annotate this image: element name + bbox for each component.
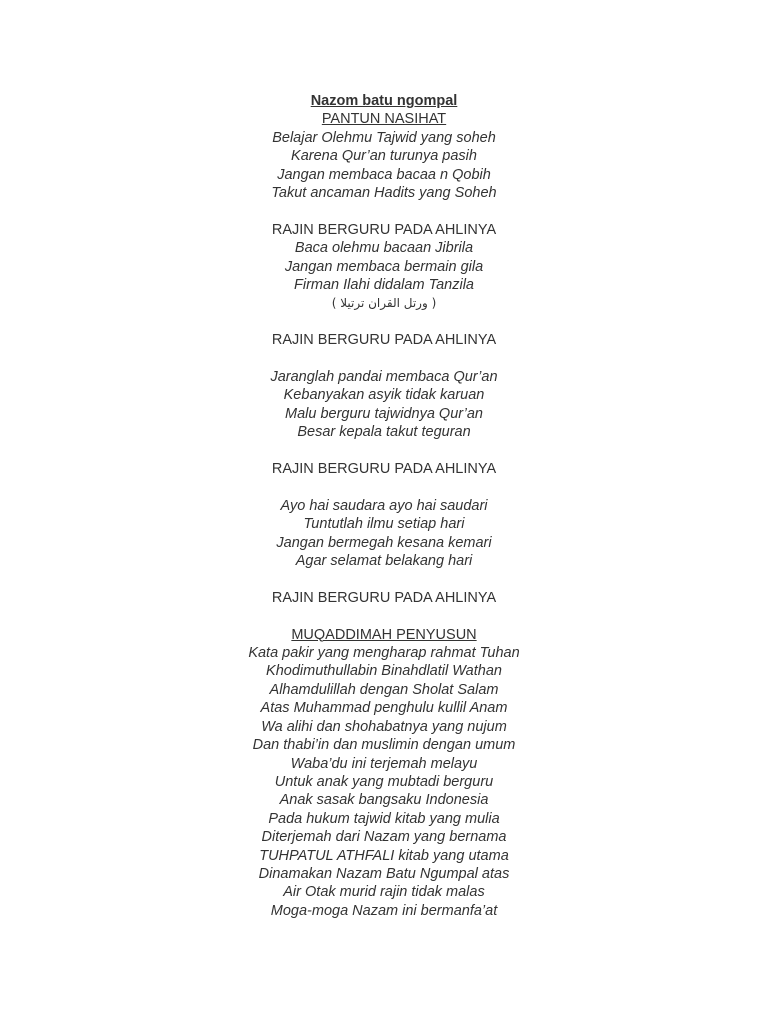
- section-heading-muqaddimah: MUQADDIMAH PENYUSUN: [291, 626, 477, 643]
- verse-line: Kebanyakan asyik tidak karuan: [283, 387, 485, 404]
- verse-line: Jaranglah pandai membaca Qur’an: [270, 369, 498, 386]
- stanza-gap: [0, 202, 768, 220]
- verse-line: Air Otak murid rajin tidak malas: [283, 884, 485, 901]
- verse-line: Baca olehmu bacaan Jibrila: [294, 240, 474, 257]
- verse-line: Anak sasak bangsaku Indonesia: [279, 792, 489, 809]
- verse-line: Firman Ilahi didalam Tanzila: [294, 277, 474, 294]
- verse-line: Malu berguru tajwidnya Qur’an: [284, 405, 483, 422]
- verse-line: Untuk anak yang mubtadi berguru: [274, 773, 494, 790]
- verse-line: Ayo hai saudara ayo hai saudari: [280, 497, 488, 514]
- verse-line: Jangan membaca bermain gila: [284, 258, 484, 275]
- poem-content: [0, 92, 768, 920]
- verse-line: Moga-moga Nazam ini bermanfa’at: [270, 902, 498, 919]
- stanza-gap: [0, 313, 768, 331]
- verse-line: Besar kepala takut teguran: [297, 424, 471, 441]
- verse-line: Pada hukum tajwid kitab yang mulia: [268, 810, 500, 827]
- verse-line: Jangan bermegah kesana kemari: [276, 534, 492, 551]
- verse-line: Karena Qur’an turunya pasih: [291, 148, 477, 165]
- refrain-line: RAJIN BERGURU PADA AHLINYA: [271, 221, 497, 238]
- stanza-gap: [0, 478, 768, 496]
- stanza-gap: [0, 442, 768, 460]
- verse-line: Belajar Olehmu Tajwid yang soheh: [272, 129, 496, 146]
- stanza-gap: [0, 570, 768, 588]
- arabic-quote: ( ورتل القران ترتيلا ): [331, 296, 437, 311]
- verse-line: Waba’du ini terjemah melayu: [290, 755, 478, 772]
- verse-line: Diterjemah dari Nazam yang bernama: [261, 829, 507, 846]
- verse-line: TUHPATUL ATHFALI kitab yang utama: [259, 847, 509, 864]
- document-title: Nazom batu ngompal: [310, 93, 458, 109]
- verse-line: Jangan membaca bacaa n Qobih: [277, 166, 491, 183]
- verse-line: Dan thabi’in dan muslimin dengan umum: [252, 737, 516, 754]
- verse-line: Tuntutlah ilmu setiap hari: [303, 516, 465, 533]
- verse-line: Wa alihi dan shohabatnya yang nujum: [261, 718, 507, 735]
- verse-line: Takut ancaman Hadits yang Soheh: [271, 185, 497, 202]
- verse-line: Dinamakan Nazam Batu Ngumpal atas: [258, 865, 510, 882]
- verse-line: Kata pakir yang mengharap rahmat Tuhan: [248, 645, 520, 662]
- refrain-line: RAJIN BERGURU PADA AHLINYA: [271, 589, 497, 606]
- verse-line: Agar selamat belakang hari: [295, 553, 473, 570]
- section-heading-pantun: PANTUN NASIHAT: [321, 111, 447, 128]
- refrain-line: RAJIN BERGURU PADA AHLINYA: [271, 461, 497, 478]
- stanza-gap: [0, 350, 768, 368]
- verse-line: Khodimuthullabin Binahdlatil Wathan: [266, 663, 502, 680]
- verse-line: Alhamdulillah dengan Sholat Salam: [269, 681, 499, 698]
- verse-line: Atas Muhammad penghulu kullil Anam: [260, 700, 508, 717]
- refrain-line: RAJIN BERGURU PADA AHLINYA: [271, 332, 497, 349]
- stanza-gap: [0, 607, 768, 625]
